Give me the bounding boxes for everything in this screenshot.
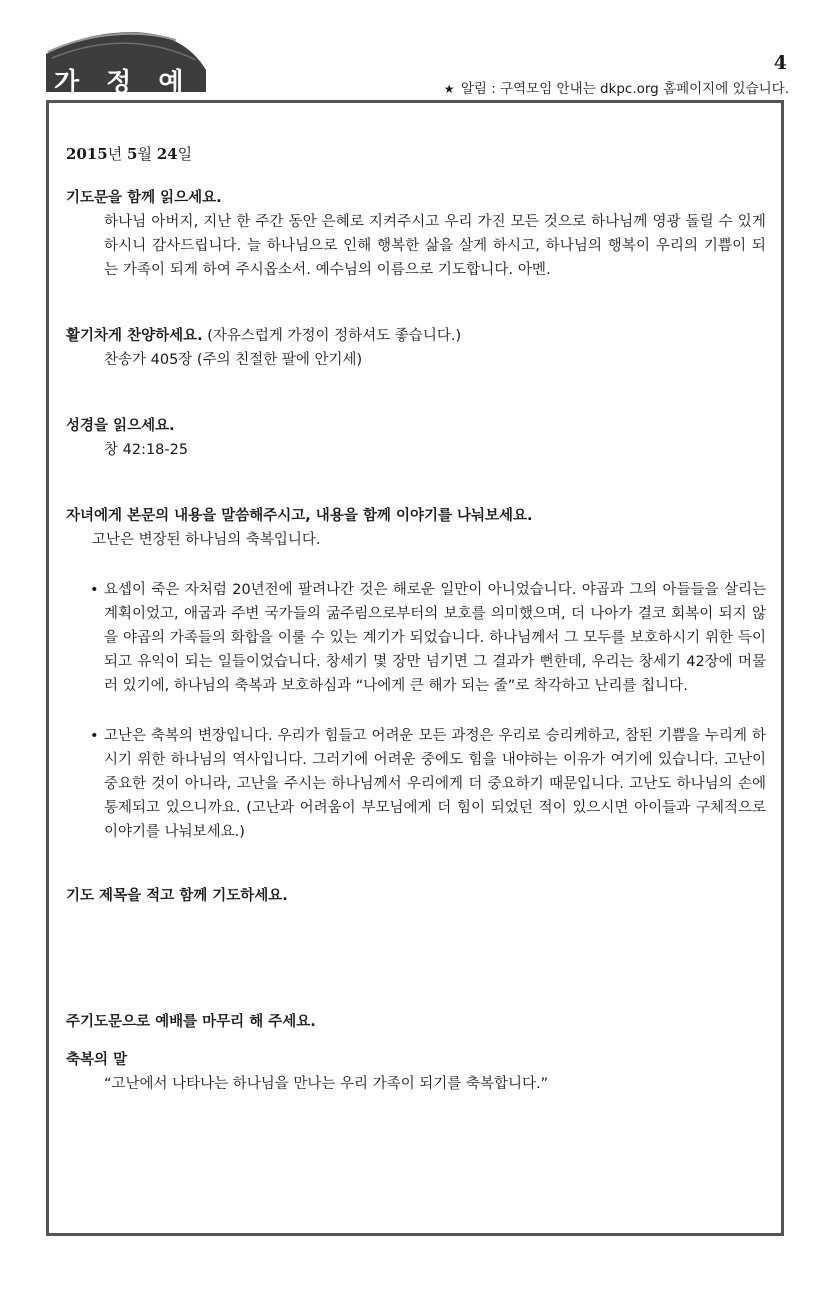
- message-bullet: [90, 578, 766, 698]
- worship-content: [66, 142, 766, 1096]
- blessing-text: “고난에서 나타나는 하나님을 만나는 우리 가족이 되기를 축복합니다.”: [104, 1076, 549, 1092]
- page-title: 가 정 예 배: [54, 68, 245, 98]
- message-heading: 자녀에게 본문의 내용을 말씀해주시고, 내용을 함께 이야기를 나눠보세요.: [66, 508, 533, 524]
- message-subtitle: 고난은 변장된 하나님의 축복입니다.: [92, 532, 321, 548]
- praise-hymn: 찬송가 405장 (주의 친절한 팔에 안기세): [104, 352, 363, 368]
- bullet-text: 요셉이 죽은 자처럼 20년전에 팔려나간 것은 해로운 일만이 아니었습니다. 야곱과 그의 아들들을 살리는 계획이었고, 애굽과 주변 국가들의 굶주림으로부터의 보호를 의미했으며, 더 나아가 결코 회복이 되지 않을 야곱의 가족들의 화합을 이룰 수 있는 계기가 되었습니다. 하나님께서 그 모두를 보호하시기 위한 득이되고 유익이 되는 일들이었습니다. 창세기 몇 장만 넘기면 그 결과가 뻔한데, 우리는 창세기 42장에 머물러 있기에, 하나님의 축복과 보호하심과 “나에게 큰 해가 되는 줄”로 착각하고 난리를 칩니다.: [104, 582, 766, 694]
- header-banner: [46, 30, 245, 98]
- blessing-heading: 축복의 말: [66, 1052, 128, 1068]
- worship-date: 2015년 5월 24일: [66, 145, 193, 163]
- prayer-heading: 기도문을 함께 읽으세요.: [66, 190, 222, 206]
- closing-heading: 주기도문으로 예배를 마무리 해 주세요.: [66, 1014, 316, 1030]
- bullet-dot: •: [90, 582, 99, 598]
- header-notice: [444, 77, 789, 97]
- prayer-text: 하나님 아버지, 지난 한 주간 동안 은혜로 지켜주시고 우리 가진 모든 것으로 하나님께 영광 돌릴 수 있게 하시니 감사드립니다. 늘 하나님으로 인해 행복한 삶을 살게 하시고, 하나님의 행복이 우리의 기쁨이 되는 가족이 되게 하여 주시옵소서. 예수님의 이름으로 기도합니다. 아멘.: [104, 214, 766, 278]
- bullet-text: 고난은 축복의 변장입니다. 우리가 힘들고 어려운 모든 과정은 우리로 승리케하고, 참된 기쁨을 누리게 하시기 위한 하나님의 역사입니다. 그러기에 어려운 중에도 힘을 내야하는 이유가 여기에 있습니다. 고난이 중요한 것이 아니라, 고난을 주시는 하나님께서 우리에게 더 중요하기 때문입니다. 고난도 하나님의 손에 통제되고 있으니까요. (고난과 어려움이 부모님에게 더 힘이 되었던 적이 있으시면 아이들과 구체적으로 이야기를 나눠보세요.): [104, 728, 766, 840]
- scripture-heading: 성경을 읽으세요.: [66, 418, 175, 434]
- page-number: 4: [773, 52, 787, 74]
- scripture-reference: 창 42:18-25: [104, 442, 189, 458]
- prayer-topics-heading: 기도 제목을 적고 함께 기도하세요.: [66, 888, 288, 904]
- message-bullet: [90, 724, 766, 844]
- praise-heading: 활기차게 찬양하세요. (자유스럽게 가정이 정하셔도 좋습니다.): [66, 328, 462, 344]
- star-icon: ★: [443, 82, 455, 96]
- bullet-dot: •: [90, 728, 99, 744]
- praise-note: (자유스럽게 가정이 정하셔도 좋습니다.): [202, 328, 462, 344]
- notice-text: 알림 : 구역모임 안내는 dkpc.org 홈페이지에 있습니다.: [460, 81, 789, 97]
